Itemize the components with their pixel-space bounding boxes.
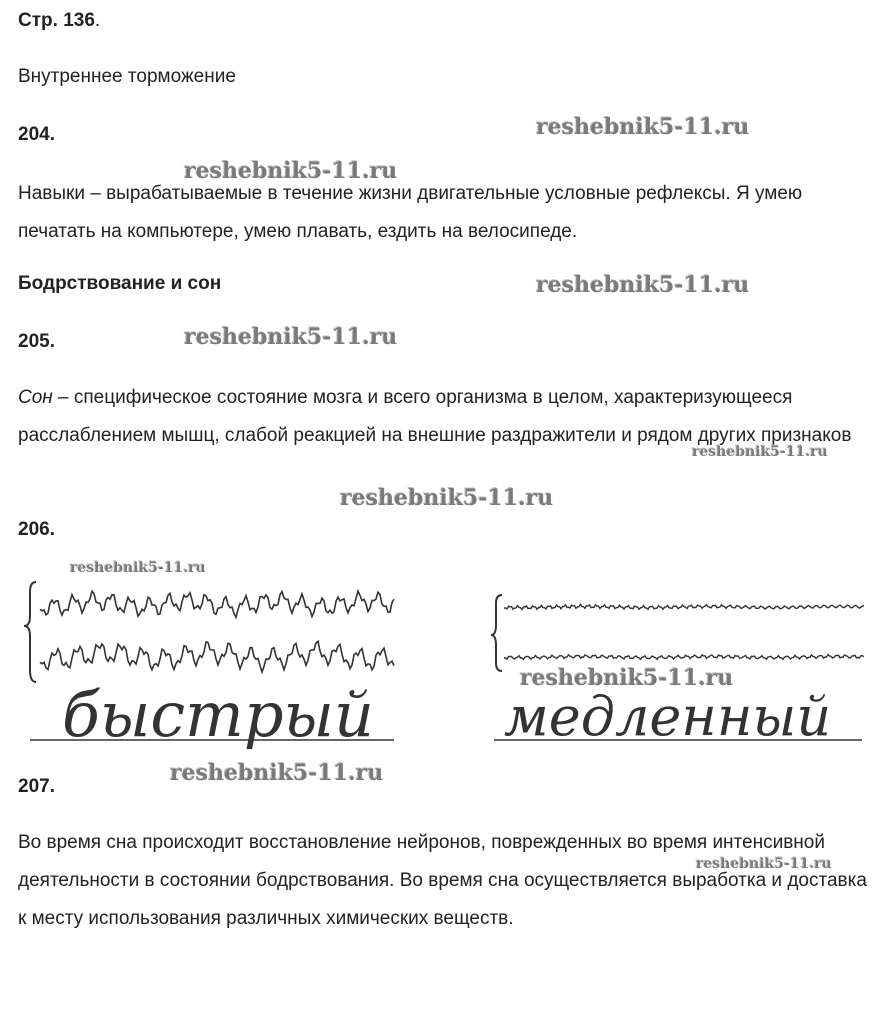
eeg-slow-trace-1 [504,605,864,610]
task-207-text: Во время сна происходит восстановление нейронов, поврежденных во время интенсивной деятельности в состоянии бодрствования. Во время сна осуществляется выработка и доставка к месту использования различных химических веществ. [18,832,867,929]
watermark: reshebnik5-11.ru [536,114,750,140]
section-heading: Бодрствование и сон [18,273,222,294]
watermark: reshebnik5-11.ru [70,560,206,576]
task-number-207: 207. [18,776,55,797]
eeg-fast-trace-2 [40,641,394,672]
caption-slow: медленный [504,685,832,748]
left-brace [491,595,502,671]
watermark: reshebnik5-11.ru [536,272,750,298]
watermark: reshebnik5-11.ru [184,324,398,350]
left-brace [24,582,36,682]
task-number-205: 205. [18,331,55,352]
task-205-text: Сон – специфическое состояние мозга и всего организма в целом, характеризующееся расслаблением мышц, слабой реакцией на внешние раздражители и рядом других признаков [18,387,852,446]
term-son: Сон [18,387,53,408]
page-label: Стр. 136. [18,10,101,31]
eeg-fast-figure [22,570,402,751]
watermark: reshebnik5-11.ru [520,665,734,691]
caption-fast: быстрый [62,678,374,751]
watermark: reshebnik5-11.ru [696,856,832,872]
topic-title: Внутреннее торможение [18,66,236,87]
task-204-text: Навыки – вырабатываемые в течение жизни двигательные условные рефлексы. Я умею печатать на компьютере, умею плавать, ездить на велосипеде. [18,183,803,242]
watermark: reshebnik5-11.ru [340,485,554,511]
task-number-206: 206. [18,519,55,540]
watermark: reshebnik5-11.ru [184,158,398,184]
watermark: reshebnik5-11.ru [170,760,384,786]
eeg-slow-trace-2 [504,655,864,660]
watermark: reshebnik5-11.ru [692,444,828,460]
eeg-fast-trace-1 [40,591,394,617]
task-number-204: 204. [18,124,55,145]
